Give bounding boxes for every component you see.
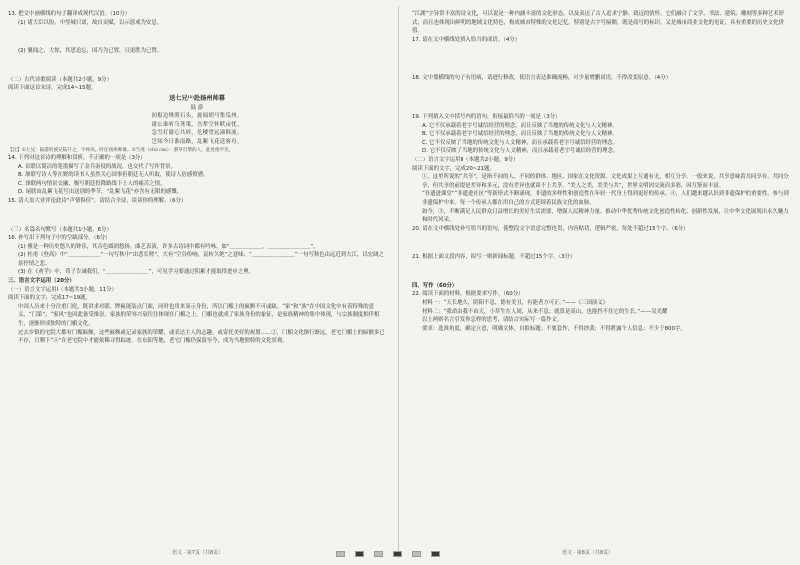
text-line: 15. 清人翁大业评论此诗“声情俱佳”，请结合全诗，谈谈你的理解。（6分） xyxy=(8,197,187,204)
answer-space xyxy=(412,44,790,54)
text-line: 18. 文中划横线的句子有语病，请进行修改，使语言表达准确流畅，可少量增删词语，不得改变原意。（4分） xyxy=(412,75,671,82)
answer-space xyxy=(412,93,790,103)
scan-mark xyxy=(431,551,440,557)
text-line: 急雪打窗心共碎，危楼望远涕俱流。 xyxy=(151,130,243,137)
right-column xyxy=(412,10,790,555)
text-line: 陆 游 xyxy=(190,104,204,111)
text-line: （二）语言文字运用Ⅱ（本题共2小题，9分） xyxy=(412,156,519,163)
text-line: 以上两则名言引发你怎样的思考，请结合实际写一篇作文。 xyxy=(422,317,563,324)
answer-space xyxy=(8,27,386,37)
answer-space xyxy=(8,216,386,226)
text-line: “江湖”字异常丰富的诗文化，可以说是一种内涵丰富的文化形态，以及表达了古人追求宁静、致远的情怀。它们融合了文学、书法、建筑、雕刻等多种艺术形式，而且也体现出鲜明的地域文化特色，构成城市特殊的文化记忆。特别是古字号匾额，既是商号的标识，又是城市商业文化的见证，具有重要的历史文化价值。 xyxy=(412,11,785,35)
text-line: 阅读下面的文字，完成17~19题。 xyxy=(8,295,91,302)
scan-mark xyxy=(336,551,345,557)
scan-mark xyxy=(412,551,421,557)
text-line: 16. 补写出下列句子中的空缺部分。（6分） xyxy=(8,235,111,242)
text-line: 初报边烽照石头，旋闻胡马集瓜州。 xyxy=(151,113,243,120)
answer-space xyxy=(8,66,386,76)
text-line: 19. 下列填入文中括号内的语句，衔接最恰当的一项是（3分） xyxy=(412,113,561,120)
text-line: 四、写作（60分） xyxy=(412,282,458,289)
text-line: 岂知今日淮南路，乱絮飞花送客舟。 xyxy=(151,138,243,145)
answer-space xyxy=(412,262,790,272)
text-line: C. 它不仅反映了当地的传统文化与人文精神，而且承载着老字号诚信经营的理念。 xyxy=(422,139,618,146)
answer-space xyxy=(412,64,790,74)
text-line: B. 它不仅承载着老字号诚信经营的理念，而且反映了当地的传统文化与人文精神。 xyxy=(422,131,618,138)
page-footer-right: 语文 · 第8页（共8页） xyxy=(562,550,614,556)
text-line: (2) 翼闻之，大惊，其思追忘，国乃为已置，且更胜为已置。 xyxy=(18,48,163,55)
text-line: 送七兄⁽¹⁾赴扬州帅幕 xyxy=(169,94,225,102)
text-line: (2) 杜甫《登高》中“＿＿＿＿＿＿”一句写秋中“由悲长嗟”，大有“空谷传响，哀转久绝”之意味；“＿＿＿＿＿＿＿＿”一句写秋色由远近到大江，以宏阔之景抒情之悲。 xyxy=(18,252,384,267)
text-line: 三、语言文字运用（20分） xyxy=(8,278,75,285)
text-line: A. 它不仅承载着老字号诚信经营的理念，而且反映了当地的传统文化与人文精神。 xyxy=(422,122,618,129)
text-line: （三）名篇名句默写（本题共1小题，6分） xyxy=(8,226,112,233)
text-line: 诸公谁听刍荛策，吾辈空怀畎亩忧。 xyxy=(151,121,243,128)
column-divider xyxy=(398,6,399,558)
text-line: 材料一：“天长地久，阴阳不息，德有美丑，有能者方可正。”——《三国演义》 xyxy=(422,300,609,307)
scan-mark xyxy=(355,551,364,557)
text-line: (1) 诸大臣以协，中竖城只诺，故自贡赋，以示惩戒为安息。 xyxy=(18,19,163,26)
text-line: 14. 下列对这首诗的理解和赏析，不正确的一项是（3分） xyxy=(8,154,146,161)
text-line: A. 首联以简洁的笔墨描写了金兵南侵的战况，也交代了写作背景。 xyxy=(18,163,176,170)
answer-space xyxy=(412,272,790,282)
text-line: C. 颈联两句情景交融，极写朝廷投降路线下士人的痛苦之情。 xyxy=(18,180,166,187)
scan-marks xyxy=(336,551,440,557)
answer-space xyxy=(412,243,790,253)
text-line: 【注】①七兄：陆游的族兄陆升之，字仲高。时任扬州帅幕。②刍荛（chú ráo）：割草打柴的人，此处指平民。 xyxy=(8,147,234,153)
text-line: 21. 根据上面文段内容，拟写一则新闻标题，不超过15个字。（3分） xyxy=(412,254,576,261)
text-line: 阅读下面的文字，完成20~21题。 xyxy=(412,165,495,172)
answer-space xyxy=(412,103,790,113)
answer-space xyxy=(8,206,386,216)
text-line: 中国人历来十分注重门庭，既讲求对联、牌匾能装点门面，同时也用来显示身份，所以门楣上的匾额不可或缺。“家”和“族”在中国文化中有着特殊的意义，“门第”、“家风”也因此备受推崇。家族的荣辱兴衰往往体现在门楣之上，门楣也就成了家族身份的象征，是家族精神的集中体现，与宗族制度相伴相生，逐渐形成独特的门楣文化。 xyxy=(18,303,380,328)
text-line: 过去乡镇的宅院大都有门楣匾额，这些匾额或记录家族的荣耀，或表达主人的志趣，或寄托美好的祝愿……②，门楣文化渐行渐远，老宅门楣上的匾额多已不存，只剩下“④”在老宅院中才能依稀寻得踪迹。在东阳等地，老宅门楣仍保留至今，成为当地独特的文化景观。 xyxy=(18,329,385,345)
text-line: 13. 把文中画横线的句子翻译成现代汉语。（10分） xyxy=(8,11,131,17)
left-column xyxy=(8,10,386,555)
scan-mark xyxy=(374,551,383,557)
text-line: 17. 请在文中横线处填入恰当的成语。（4分） xyxy=(412,36,521,43)
text-line: (3) 在《劝学》中，荀子告诫我们，“＿＿＿＿＿＿＿＿”，可见学习要通过积累才能取得进步之理。 xyxy=(18,269,254,276)
answer-space xyxy=(412,54,790,64)
answer-space xyxy=(8,56,386,66)
page-footer-left: 语文 · 第7页（共8页） xyxy=(172,550,224,556)
text-line: D. 它不仅反映了当地的传统文化与人文精神，而且承载着老字号诚信经营的理念。 xyxy=(422,148,619,155)
answer-space xyxy=(412,83,790,93)
text-line: 22. 阅读下面的材料，根据要求写作。（60分） xyxy=(412,291,524,298)
text-line: (1) 雅是一种历史悠久的钟乐，其音色圆润悠扬。曲艺表演，许多古诗词中都有吟咏。如“＿＿＿＿＿＿，＿＿＿＿＿＿＿＿”。 xyxy=(18,243,319,250)
text-line: 材料二：“我命由我不由天，小草生在人间，从来不息；就算是高山，也能挡不住它的生长。”——吴光耀 xyxy=(422,308,668,315)
text-line: ①，这里所说的“共享”，是指不同的人、不同的群体、地区、国家在文化资源、文化成果上互通有无，相互分享。一般来说，共享意味着共同享有、共同分享，但共享的前提是差异和多元，没有差异也就谈不上共享。“美人之美，美美与共”，世界文明因交流而多彩，因互鉴而丰富。 xyxy=(422,174,789,189)
text-line: （一）语言文字运用Ⅰ（本题共3小题，11分） xyxy=(8,286,117,293)
answer-space xyxy=(412,233,790,243)
answer-space xyxy=(8,37,386,47)
text-line: B. 颔联写诗人等在野的读书人虽然关心国事但朝廷无人听取，使诗人倍感愤懑。 xyxy=(18,172,209,179)
text-line: “非遗进课堂”“非遗进社区”等新形式不断涌现，非遗的多样性和创造性在年轻一代身上得到更好的传承。④，人们越来越认识到非遗保护的重要性，参与到非遗保护中来。每一个传承人都在用自己的方式延续着民族文化的血脉。 xyxy=(422,191,789,206)
text-line: （二）古代诗歌阅读（本题共2小题，9分） xyxy=(8,76,112,83)
text-line: 20. 请在文中横线处补写恰当的语句，使整段文字语意完整连贯，内容贴切，逻辑严密，每处不超过15个字。（6分） xyxy=(412,225,689,232)
text-line: D. 尾联由乱絮飞花写出送别的季节，“乱絮飞花”亦含有无限的感慨。 xyxy=(18,189,183,196)
text-line: 阅读下面这首宋诗，完成14~15题。 xyxy=(8,85,97,92)
text-line: 要求：选准角度，确定立意，明确文体，自拟标题；不要套作，不得抄袭；不得泄露个人信息；不少于800字。 xyxy=(422,325,686,332)
scan-mark xyxy=(393,551,402,557)
text-line: 如今，③，不断满足人民群众日益增长的美好生活需要，增强人民精神力量。推动中华优秀传统文化创造性转化、创新性发展，让中华文化展现出永久魅力和时代风采。 xyxy=(422,208,789,224)
